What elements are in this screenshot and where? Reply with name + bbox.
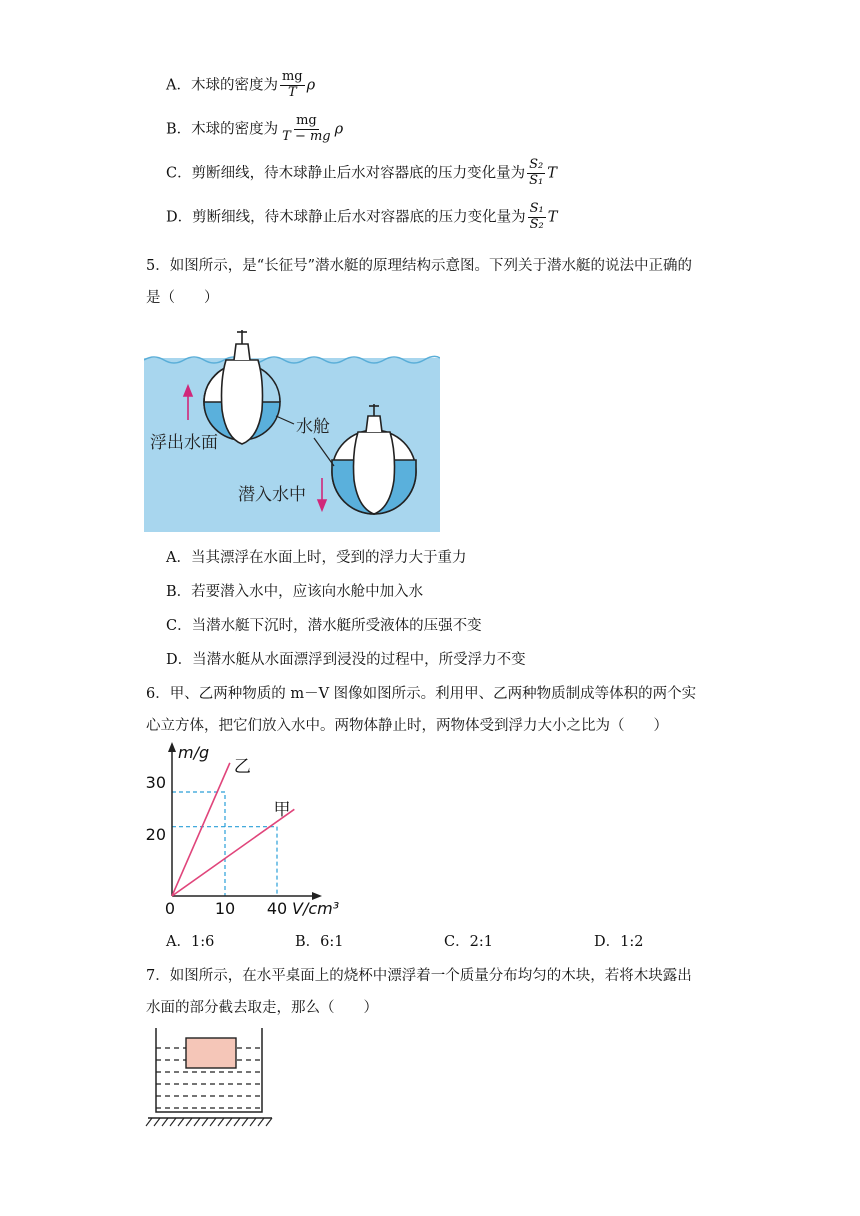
x-axis-label: V/cm³ (292, 899, 340, 918)
beaker-figure (144, 1024, 280, 1128)
q6-option-c: C．2:1 (444, 934, 493, 950)
q4-option-c (166, 158, 557, 189)
fraction (280, 70, 305, 101)
q4-option-a (166, 70, 315, 101)
option-text: C．剪断细线，待木球静止后水对容器底的压力变化量为 (166, 165, 526, 182)
numerator: mg (296, 113, 317, 128)
q5-option-c: C．当潜水艇下沉时，潜水艇所受液体的压强不变 (166, 618, 482, 634)
q5-stem-line1: 5．如图所示，是“长征号”潜水艇的原理结构示意图。下列关于潜水艇的说法中正确的 (146, 258, 693, 274)
table-hatching (146, 1118, 272, 1126)
q6-stem-line1: 6．甲、乙两种物质的 m－V 图像如图所示。利用甲、乙两种物质制成等体积的两个实 (146, 686, 697, 702)
symbol: T (547, 209, 558, 226)
x-tick-label: 40 (266, 899, 288, 918)
q5-option-a: A．当其漂浮在水面上时，受到的浮力大于重力 (166, 550, 467, 566)
numerator: mg (281, 69, 303, 84)
y-axis-arrow-icon (168, 742, 176, 752)
option-text: B．木球的密度为 (166, 121, 279, 138)
q5-stem-line2: 是（ ） (146, 290, 219, 306)
y-tick-label: 30 (145, 773, 166, 792)
q7-stem-line1: 7．如图所示，在水平桌面上的烧杯中漂浮着一个质量分布均匀的木块，若将木块露出 (146, 968, 692, 984)
label-surfacing: 浮出水面 (150, 433, 218, 453)
guide-line-yi (172, 792, 225, 896)
symbol: ρ (334, 121, 344, 138)
symbol: ρ (306, 77, 316, 94)
x-tick-label: 0 (164, 899, 176, 918)
denominator: S₂ (529, 216, 544, 232)
q4-option-b (166, 114, 343, 145)
numerator: S₁ (529, 201, 544, 216)
chart-lines (172, 763, 294, 896)
series-label-yi: 乙 (233, 757, 251, 777)
q5-option-d: D．当潜水艇从水面漂浮到浸没的过程中，所受浮力不变 (166, 652, 526, 668)
chart-guides (172, 792, 277, 896)
denominator: T − mg (282, 128, 331, 144)
y-tick-label: 20 (145, 825, 166, 844)
q6-option-d: D．1:2 (594, 934, 644, 950)
q6-option-a: A．1:6 (166, 934, 215, 950)
q6-stem-line2: 心立方体，把它们放入水中。两物体静止时，两物体受到浮力大小之比为（ ） (146, 718, 668, 734)
symbol: T (547, 165, 557, 182)
option-text: A．木球的密度为 (166, 77, 278, 94)
q7-stem-line2: 水面的部分截去取走，那么（ ） (146, 1000, 378, 1016)
fraction (528, 202, 546, 233)
wood-block (186, 1038, 236, 1068)
q6-option-b: B．6:1 (295, 934, 344, 950)
submarine-figure (144, 320, 440, 532)
option-text: D．剪断细线，待木球静止后水对容器底的压力变化量为 (166, 209, 526, 226)
y-axis-label: m/g (178, 743, 210, 762)
fraction (527, 158, 545, 189)
mv-chart (140, 738, 350, 920)
x-tick-label: 10 (214, 899, 236, 918)
denominator: S₁ (529, 172, 544, 188)
q5-option-b: B．若要潜入水中，应该向水舱中加入水 (166, 584, 424, 600)
denominator: T (287, 84, 297, 100)
label-diving: 潜入水中 (238, 485, 306, 505)
numerator: S₂ (529, 157, 544, 172)
series-label-jia: 甲 (273, 799, 291, 820)
q4-option-d (166, 202, 557, 233)
fraction (280, 114, 332, 145)
label-tank: 水舱 (296, 417, 330, 437)
